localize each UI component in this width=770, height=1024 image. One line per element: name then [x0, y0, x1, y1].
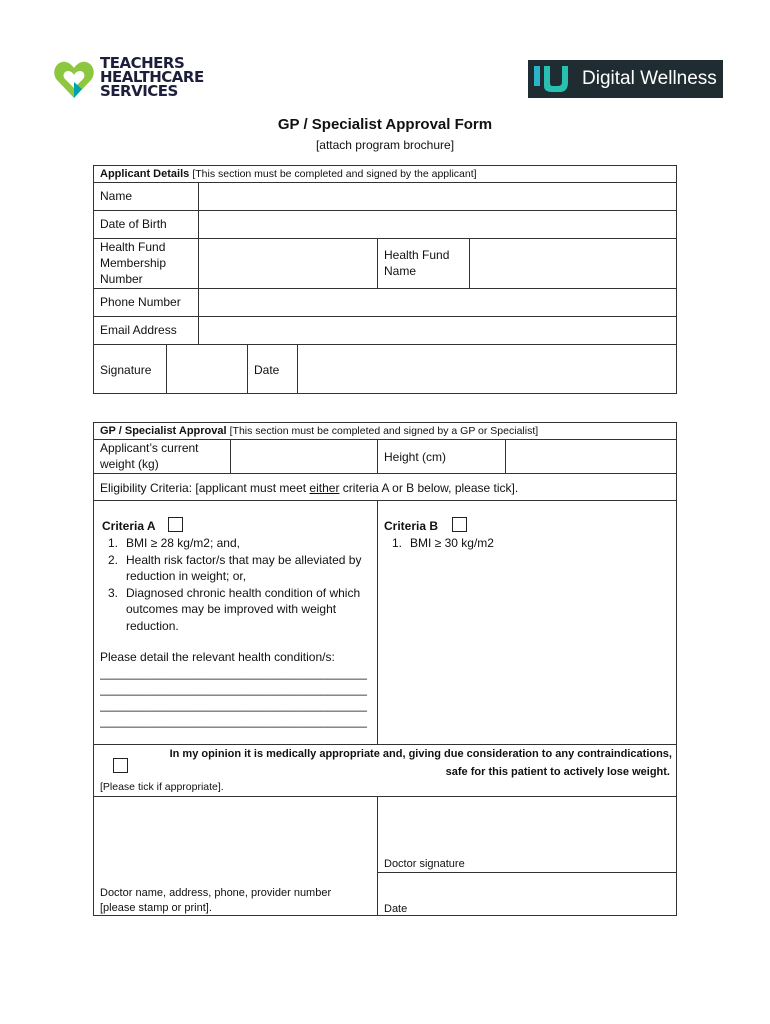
- eligibility-criteria: Eligibility Criteria: [applicant must meet either criteria A or B below, please tick].: [100, 481, 519, 495]
- opinion-checkbox[interactable]: [113, 758, 128, 773]
- signature-label: Signature: [100, 363, 152, 377]
- doctor-details-label: Doctor name, address, phone, provider number [please stamp or print].: [100, 887, 332, 914]
- doctor-date-label: Date: [384, 903, 408, 915]
- opinion-line-1: In my opinion it is medically appropriate and, giving due consideration to any contraindications,: [169, 748, 672, 760]
- form-subtitle: [attach program brochure]: [315, 138, 455, 152]
- name-label: Name: [100, 189, 133, 203]
- signature-field[interactable]: [167, 345, 247, 393]
- teachers-healthcare-logo: [52, 56, 202, 104]
- fund-name-field[interactable]: [470, 239, 676, 288]
- criteria-b-checkbox[interactable]: [452, 517, 467, 532]
- digital-wellness-mark-icon: [532, 64, 572, 94]
- opinion-line-2: safe for this patient to actively lose weight.: [445, 766, 670, 778]
- fund-number-label: Health Fund Membership Number: [100, 240, 167, 286]
- applicant-details-table: [93, 165, 677, 394]
- list-item: 2. Health risk factor/s that may be alleviated by reduction in weight; or,: [108, 552, 362, 583]
- criteria-a-list: [100, 535, 372, 634]
- teachers-logo-text: TEACHERS HEALTHCARE SERVICES: [100, 54, 204, 100]
- digital-wellness-logo: [528, 60, 723, 98]
- digital-wellness-text: Digital Wellness: [582, 68, 717, 89]
- dob-label: Date of Birth: [100, 217, 167, 231]
- fund-number-field[interactable]: [199, 239, 377, 288]
- criteria-a-title: Criteria A: [102, 519, 156, 533]
- criteria-b-list: [384, 535, 664, 552]
- weight-label: Applicant’s current weight (kg): [100, 441, 199, 471]
- tick-note: [Please tick if appropriate].: [100, 781, 224, 793]
- email-label: Email Address: [100, 323, 177, 337]
- health-condition-lines[interactable]: ________________________________________ ________________________________________ ________________________________________ ________________________________________: [100, 666, 367, 728]
- date-field[interactable]: [298, 345, 676, 393]
- applicant-details-heading: Applicant Details [This section must be completed and signed by the applicant]: [100, 168, 477, 180]
- gp-approval-table: [93, 422, 677, 916]
- health-condition-detail-label: Please detail the relevant health condition/s:: [100, 650, 335, 664]
- fund-name-label: Health Fund Name: [384, 248, 450, 278]
- dob-field[interactable]: [199, 211, 676, 238]
- name-field[interactable]: [199, 183, 676, 210]
- gp-approval-heading: GP / Specialist Approval [This section must be completed and signed by a GP or Specialist]: [100, 425, 539, 437]
- heart-logo-icon: [52, 58, 96, 102]
- list-item: 1. BMI ≥ 30 kg/m2: [392, 536, 494, 550]
- weight-field[interactable]: [231, 440, 377, 473]
- criteria-b-title: Criteria B: [384, 519, 439, 533]
- height-label: Height (cm): [384, 450, 447, 464]
- list-item: 3. Diagnosed chronic health condition of which outcomes may be improved with weight reduction.: [108, 585, 361, 633]
- height-field[interactable]: [506, 440, 676, 473]
- phone-field[interactable]: [199, 289, 676, 316]
- phone-label: Phone Number: [100, 295, 181, 309]
- email-field[interactable]: [199, 317, 676, 344]
- doctor-signature-label: Doctor signature: [384, 858, 465, 870]
- date-label: Date: [254, 363, 280, 377]
- list-item: 1. BMI ≥ 28 kg/m2; and,: [108, 536, 240, 550]
- form-title: GP / Specialist Approval Form: [277, 116, 493, 133]
- criteria-a-checkbox[interactable]: [168, 517, 183, 532]
